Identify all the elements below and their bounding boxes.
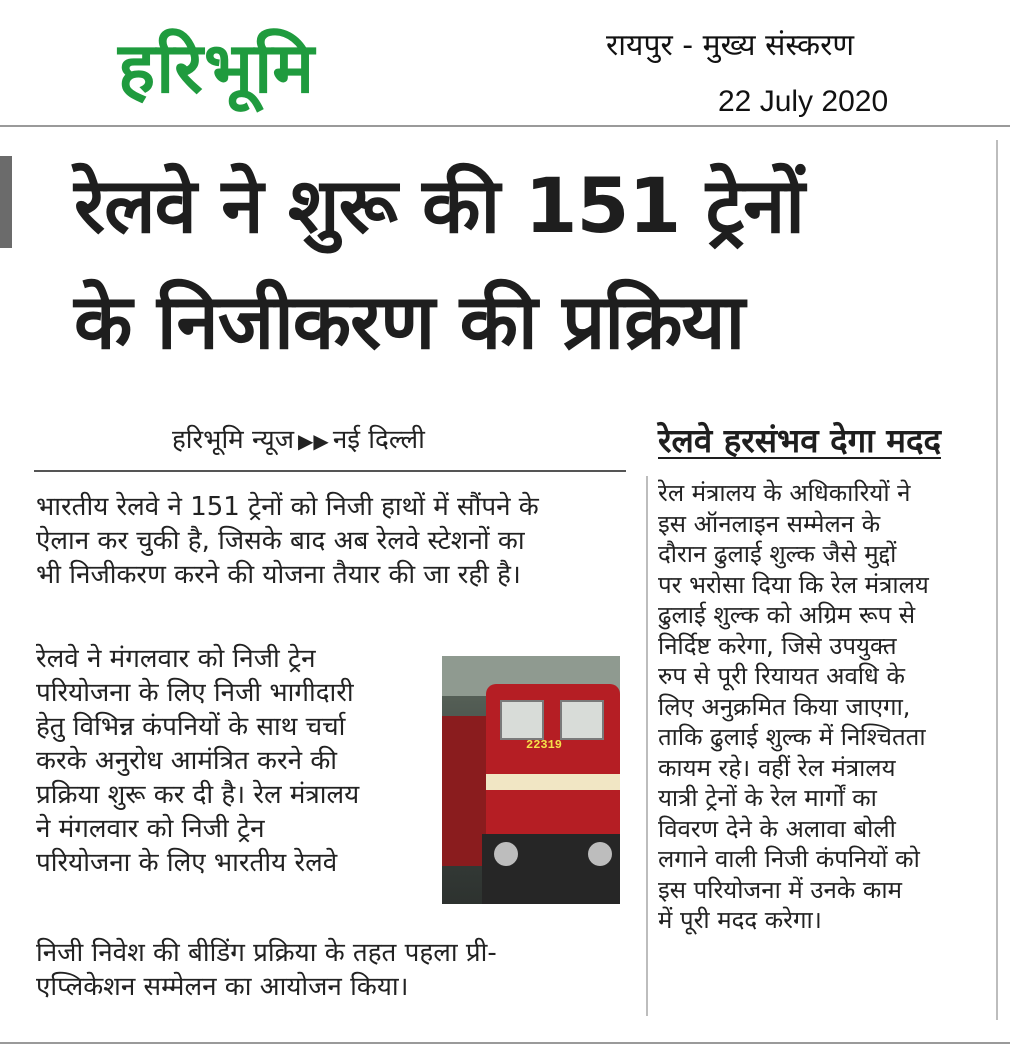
text-line: करके अनुरोध आमंत्रित करने की: [36, 746, 338, 776]
text-line: लिए अनुक्रमित किया जाएगा,: [658, 692, 911, 721]
text-line: रुप से पूरी रियायत अवधि के: [658, 662, 905, 690]
locomotive-number: 22319: [526, 738, 563, 752]
article-paragraph: [36, 936, 626, 1004]
bottom-divider: [0, 1042, 1010, 1044]
locomotive-window: [560, 700, 604, 740]
text-line: में पूरी मदद करेगा।: [658, 906, 822, 934]
text-line: ऐलान कर चुकी है, जिसके बाद अब रेलवे स्टेशनों का: [36, 526, 525, 556]
text-line: ने मंगलवार को निजी ट्रेन: [36, 814, 265, 844]
text-line: पर भरोसा दिया कि रेल मंत्रालय: [658, 570, 929, 599]
byline: [172, 420, 425, 461]
text-line: दौरान ढुलाई शुल्क जैसे मुद्दों: [658, 540, 897, 568]
text-line: परियोजना के लिए निजी भागीदारी: [36, 678, 354, 708]
train-photo: [442, 656, 620, 904]
text-line: ताकि ढुलाई शुल्क में निश्चितता: [658, 723, 926, 751]
text-line: इस परियोजना में उनके काम: [658, 875, 902, 904]
byline-location: नई दिल्ली: [332, 425, 425, 455]
text-line: विवरण देने के अलावा बोली: [658, 814, 896, 843]
newspaper-logo: हरिभूमि: [118, 26, 316, 109]
byline-divider: [34, 470, 626, 472]
headline: [74, 148, 984, 380]
locomotive-stripe: [486, 774, 620, 790]
headlight-icon: [588, 842, 612, 866]
text-line: लगाने वाली निजी कंपनियों को: [658, 845, 920, 873]
headline-line: के निजीकरण की प्रक्रिया: [74, 277, 745, 366]
headlight-icon: [494, 842, 518, 866]
text-line: प्रक्रिया शुरू कर दी है। रेल मंत्रालय: [36, 780, 360, 810]
text-line: भी निजीकरण करने की योजना तैयार की जा रही है।: [36, 560, 521, 590]
text-line: कायम रहे। वहीं रेल मंत्रालय: [658, 753, 896, 782]
text-line: रेलवे ने मंगलवार को निजी ट्रेन: [36, 644, 316, 674]
sidebar-rule: [646, 476, 648, 1016]
byline-arrows-icon: ▶▶: [298, 429, 329, 453]
text-line: यात्री ट्रेनों के रेल मार्गों का: [658, 784, 877, 812]
locomotive-window: [500, 700, 544, 740]
left-accent-bar: [0, 156, 12, 248]
sidebar-text: [658, 478, 988, 936]
publication-date: 22 July 2020: [718, 85, 889, 118]
text-line: इस ऑनलाइन सम्मेलन के: [658, 509, 881, 538]
text-line: रेल मंत्रालय के अधिकारियों ने: [658, 479, 911, 507]
text-line: ढुलाई शुल्क को अग्रिम रूप से: [658, 601, 916, 629]
edition-label: रायपुर - मुख्य संस्करण: [606, 28, 855, 63]
text-line: हेतु विभिन्न कंपनियों के साथ चर्चा: [36, 712, 346, 742]
article-paragraph: [36, 642, 422, 880]
text-line: एप्लिकेशन सम्मेलन का आयोजन किया।: [36, 972, 409, 1002]
text-line: निजी निवेश की बीडिंग प्रक्रिया के तहत पहला प्री-: [36, 938, 497, 968]
masthead-divider: [0, 125, 1010, 127]
byline-source: हरिभूमि न्यूज: [172, 425, 295, 455]
right-column-rule: [996, 140, 998, 1020]
article-paragraph: [36, 490, 626, 592]
sidebar-title: रेलवे हरसंभव देगा मदद: [658, 421, 941, 460]
headline-line: रेलवे ने शुरू की 151 ट्रेनों: [74, 161, 804, 250]
text-line: भारतीय रेलवे ने 151 ट्रेनों को निजी हाथों में सौंपने के: [36, 492, 539, 522]
text-line: निर्दिष्ट करेगा, जिसे उपयुक्त: [658, 631, 897, 660]
text-line: परियोजना के लिए भारतीय रेलवे: [36, 848, 338, 878]
